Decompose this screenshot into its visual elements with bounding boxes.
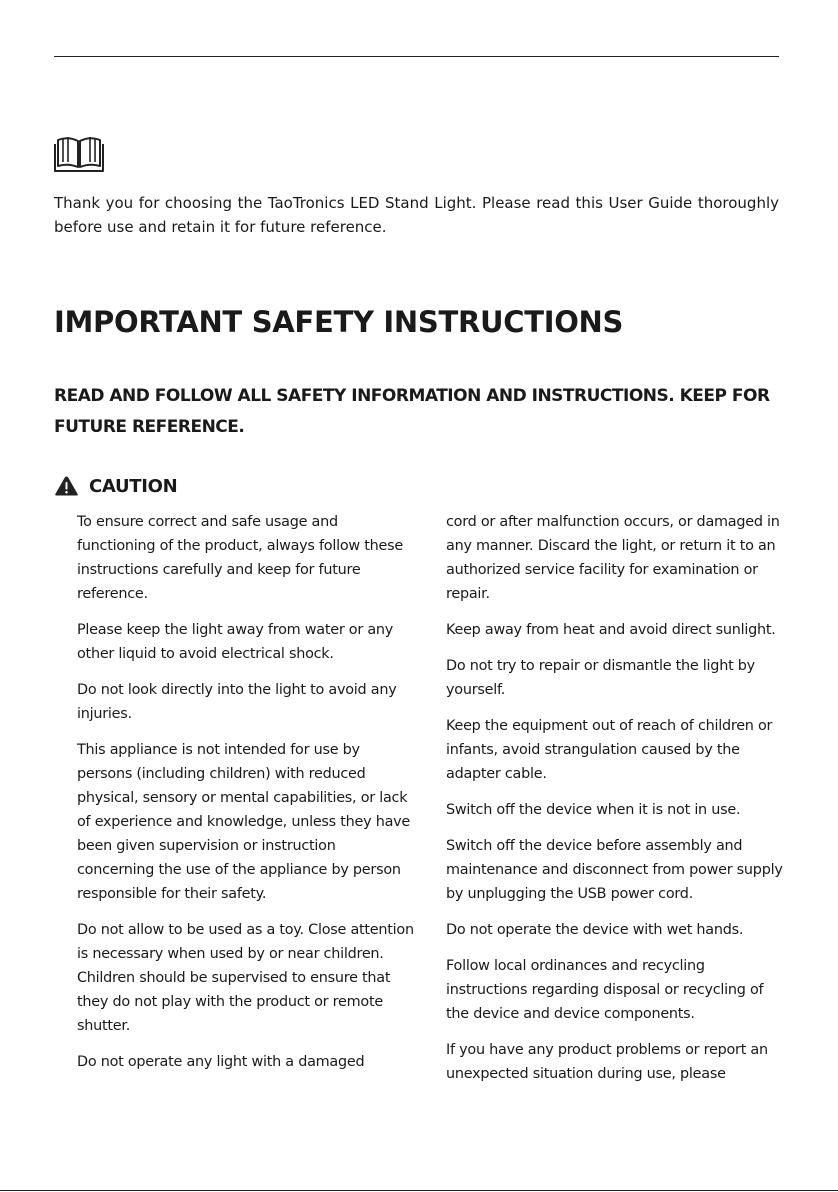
caution-item: cord or after malfunction occurs, or damaged in any manner. Discard the light, or return it to an authorized service facility for examination or repair. bbox=[446, 514, 780, 602]
caution-item: Keep the equipment out of reach of children or infants, avoid strangulation caused by the adapter cable. bbox=[446, 718, 773, 782]
caution-item: Do not operate any light with a damaged bbox=[77, 1054, 365, 1070]
caution-item: Do not operate the device with wet hands. bbox=[446, 922, 744, 938]
caution-list-right bbox=[446, 510, 784, 1098]
top-rule bbox=[54, 56, 779, 57]
caution-item: Follow local ordinances and recycling instructions regarding disposal or recycling of the device and device components. bbox=[446, 958, 764, 1022]
caution-item: Please keep the light away from water or any other liquid to avoid electrical shock. bbox=[77, 622, 394, 662]
caution-list-left bbox=[77, 510, 415, 1086]
bottom-rule bbox=[0, 1190, 838, 1191]
page-title: IMPORTANT SAFETY INSTRUCTIONS bbox=[54, 305, 624, 339]
caution-heading bbox=[54, 472, 177, 500]
caution-item: Do not try to repair or dismantle the light by yourself. bbox=[446, 658, 755, 698]
caution-label: CAUTION bbox=[89, 475, 178, 497]
warning-triangle-icon bbox=[54, 475, 79, 497]
caution-item: This appliance is not intended for use by persons (including children) with reduced physical, sensory or mental capabilities, or lack of experience and knowledge, unless they have been given supervision or instruction concerning the use of the appliance by person responsible for their safety. bbox=[77, 742, 411, 902]
intro-text: Thank you for choosing the TaoTronics LED Stand Light. Please read this User Guide thoroughly before use and retain it for future reference. bbox=[54, 194, 779, 236]
caution-item: Keep away from heat and avoid direct sunlight. bbox=[446, 622, 776, 638]
caution-item: Do not allow to be used as a toy. Close attention is necessary when used by or near children. Children should be supervised to ensure that they do not play with the product or remote shutter. bbox=[77, 922, 414, 1034]
section-subtitle: READ AND FOLLOW ALL SAFETY INFORMATION AND INSTRUCTIONS. KEEP FOR FUTURE REFERENCE. bbox=[54, 386, 770, 437]
caution-item: Switch off the device when it is not in use. bbox=[446, 802, 741, 818]
caution-item: Do not look directly into the light to avoid any injuries. bbox=[77, 682, 397, 722]
book-icon bbox=[54, 132, 104, 174]
caution-item: To ensure correct and safe usage and functioning of the product, always follow these instructions carefully and keep for future reference. bbox=[77, 514, 403, 602]
caution-item: If you have any product problems or report an unexpected situation during use, please bbox=[446, 1042, 768, 1082]
caution-item: Switch off the device before assembly and maintenance and disconnect from power supply by unplugging the USB power cord. bbox=[446, 838, 783, 902]
